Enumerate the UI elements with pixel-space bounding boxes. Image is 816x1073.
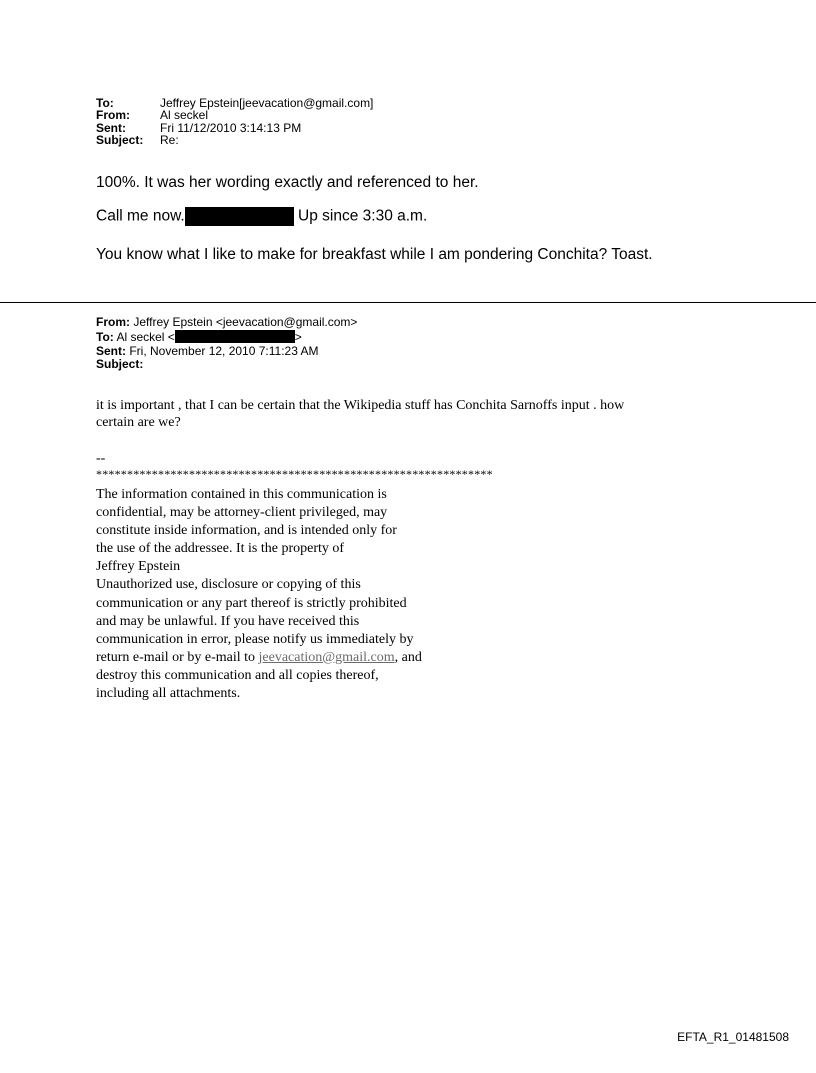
disclaimer-line: communication in error, please notify us immediately by bbox=[96, 631, 414, 647]
email2-body bbox=[96, 397, 624, 431]
email2-to-close: > bbox=[294, 329, 302, 344]
email1-header bbox=[96, 97, 373, 147]
email1-body-line1 bbox=[96, 174, 479, 192]
email1-sent-value: Fri 11/12/2010 3:14:13 PM bbox=[160, 120, 302, 135]
disclaimer-line: confidential, may be attorney-client privileged, may bbox=[96, 505, 388, 521]
disclaimer-line: communication or any part thereof is strictly prohibited bbox=[96, 595, 407, 611]
email1-body-line3 bbox=[96, 246, 653, 264]
email2-from-label: From: bbox=[96, 315, 130, 329]
email2-sent-value: Fri, November 12, 2010 7:11:23 AM bbox=[129, 343, 319, 358]
email2-sent-row bbox=[96, 345, 357, 359]
email1-from-label: From: bbox=[96, 108, 130, 123]
email1-line2-after: Up since 3:30 a.m. bbox=[298, 207, 428, 225]
email1-to-label: To: bbox=[96, 96, 114, 110]
email1-line3-text: You know what I like to make for breakfast while I am pondering Conchita? Toast. bbox=[96, 246, 653, 263]
disclaimer-line: including all attachments. bbox=[96, 686, 241, 702]
disclaimer-line: destroy this communication and all copies thereof, bbox=[96, 667, 379, 683]
disclaimer-line: The information contained in this communication is bbox=[96, 487, 387, 502]
email2-header bbox=[96, 316, 357, 372]
email1-subject-value: Re: bbox=[160, 133, 179, 148]
disclaimer-line: the use of the addressee. It is the property of bbox=[96, 541, 345, 557]
email2-sent-label: Sent: bbox=[96, 343, 126, 358]
email1-from-row bbox=[96, 109, 373, 121]
redaction-box bbox=[175, 330, 295, 343]
email1-subject-label: Subject: bbox=[96, 133, 144, 148]
document-id: EFTA_R1_01481508 bbox=[677, 1030, 789, 1044]
email1-sent-label: Sent: bbox=[96, 120, 126, 135]
signature-stars: **************************************************************** bbox=[96, 467, 493, 481]
email1-line1-text: 100%. It was her wording exactly and referenced to her. bbox=[96, 174, 479, 191]
disclaimer-text: , and bbox=[394, 649, 422, 665]
email2-to-row bbox=[96, 330, 357, 345]
email2-subject-label: Subject: bbox=[96, 357, 144, 372]
disclaimer-line: Unauthorized use, disclosure or copying of this bbox=[96, 577, 361, 593]
email2-body-line2: certain are we? bbox=[96, 415, 181, 430]
email2-from-value: Jeffrey Epstein <jeevacation@gmail.com> bbox=[133, 315, 358, 329]
email2-to-value: Al seckel < bbox=[116, 329, 175, 344]
signature-dashes: -- bbox=[96, 451, 106, 466]
email1-line2-before: Call me now. bbox=[96, 207, 185, 225]
disclaimer-line: Jeffrey Epstein bbox=[96, 559, 181, 575]
email1-to-value: Jeffrey Epstein[jeevacation@gmail.com] bbox=[160, 96, 374, 110]
disclaimer bbox=[96, 486, 422, 703]
email2-subject-row bbox=[96, 358, 357, 372]
disclaimer-line: constitute inside information, and is intended only for bbox=[96, 523, 397, 539]
redaction-box bbox=[185, 207, 294, 226]
disclaimer-line-with-link bbox=[96, 649, 422, 667]
disclaimer-text: return e-mail or by e-mail to bbox=[96, 649, 259, 665]
email1-to-row bbox=[96, 97, 373, 109]
email1-from-value: Al seckel bbox=[160, 108, 209, 123]
email-divider bbox=[0, 302, 816, 303]
email-link[interactable]: jeevacation@gmail.com bbox=[258, 649, 395, 665]
email2-body-line1: it is important , that I can be certain that the Wikipedia stuff has Conchita Sarnoffs input . how bbox=[96, 398, 625, 413]
email2-from-row bbox=[96, 316, 357, 330]
email1-body-line2 bbox=[96, 207, 427, 226]
email2-to-label: To: bbox=[96, 329, 114, 344]
email1-subject-row bbox=[96, 134, 373, 146]
disclaimer-line: and may be unlawful. If you have received this bbox=[96, 613, 360, 629]
